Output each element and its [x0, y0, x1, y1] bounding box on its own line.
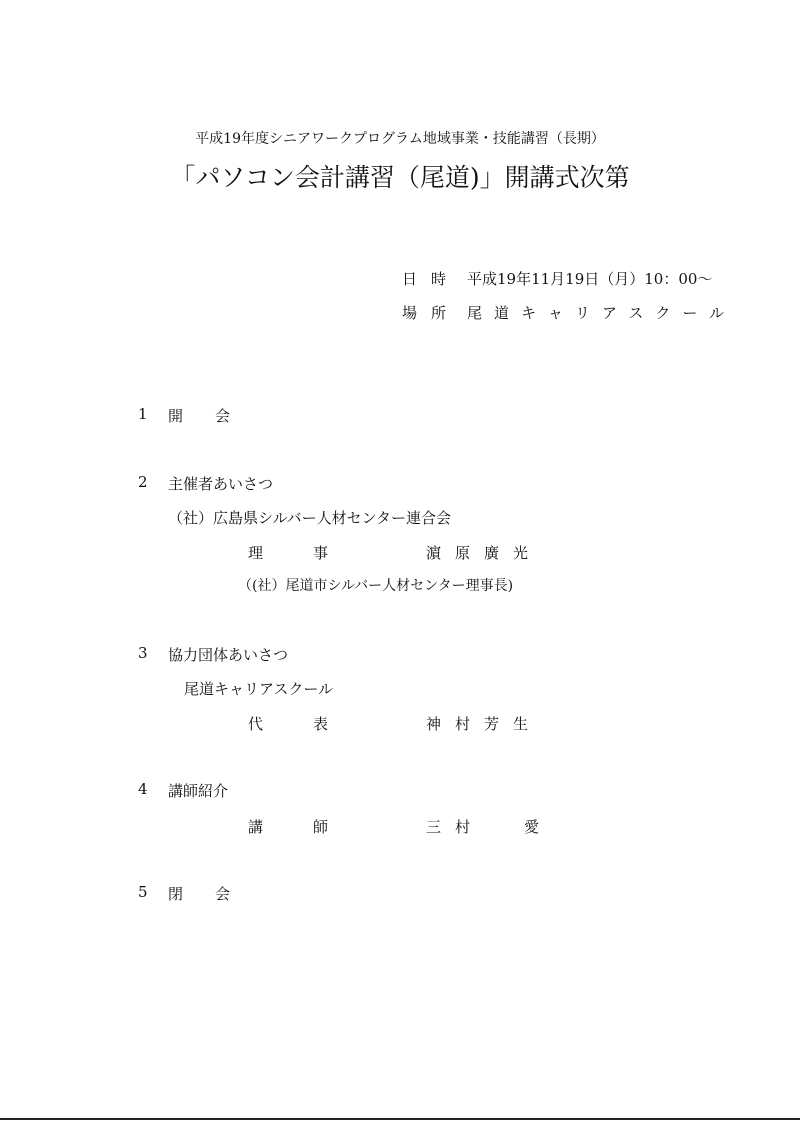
agenda-item-3-role: 代表 [248, 715, 379, 733]
agenda-item-1-number: 1 [138, 405, 148, 423]
agenda-item-5-number: 5 [138, 883, 148, 901]
agenda-item-3-person: 神村芳生 [426, 715, 543, 733]
agenda-item-4-label: 講師紹介 [168, 782, 229, 800]
document-title: 「パソコン会計講習（尾道)」開講式次第 [170, 163, 630, 192]
agenda-item-3-number: 3 [138, 644, 148, 662]
agenda-item-2-organization: （社）広島県シルバー人材センター連合会 [168, 509, 451, 527]
date-label: 日時 [402, 270, 461, 288]
agenda-item-1-label: 開会 [168, 407, 263, 425]
agenda-item-4-role: 講師 [248, 818, 379, 836]
place-label: 場所 [402, 304, 461, 322]
agenda-item-2-person: 濵原廣光 [426, 544, 543, 562]
agenda-item-3-label: 協力団体あいさつ [168, 646, 289, 664]
agenda-item-3-organization: 尾道キャリアスクール [184, 680, 334, 698]
agenda-item-4-number: 4 [138, 780, 148, 798]
document-subtitle: 平成19年度シニアワークプログラム地域事業・技能講習（長期） [195, 131, 605, 147]
agenda-item-2-role: 理事 [248, 544, 379, 562]
place-value: 尾道キャリアスクール [467, 304, 737, 322]
agenda-item-2-note: （(社）尾道市シルバー人材センター理事長) [238, 578, 514, 594]
agenda-item-2-label: 主催者あいさつ [168, 475, 274, 493]
agenda-item-4-person-given: 愛 [524, 818, 540, 836]
agenda-item-2-number: 2 [138, 473, 148, 491]
agenda-item-5-label: 閉会 [168, 885, 263, 903]
agenda-item-4-person-family: 三村 [426, 818, 485, 836]
bottom-rule [0, 1118, 800, 1120]
date-value: 平成19年11月19日（月）10：00〜 [467, 270, 713, 288]
